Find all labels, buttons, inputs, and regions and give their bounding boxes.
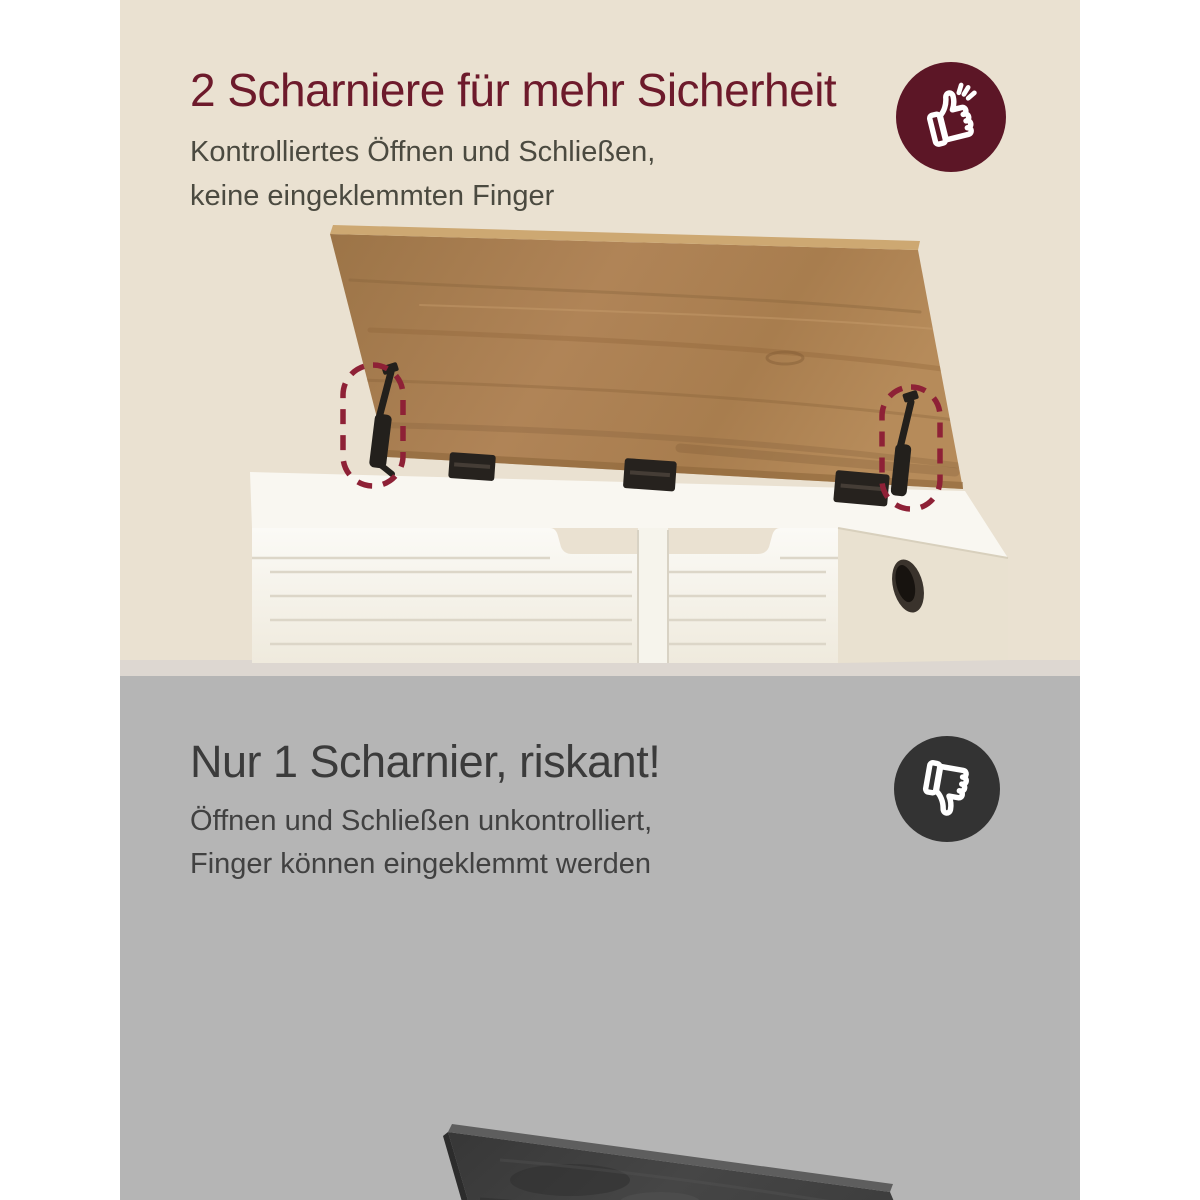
dark-lid: [443, 1124, 938, 1200]
sparkle-lines: [959, 85, 975, 98]
hinge: [623, 458, 677, 492]
bad-title: Nur 1 Scharnier, riskant!: [190, 736, 661, 787]
thumbs-down-icon: [908, 750, 986, 828]
thumbs-up-badge: [896, 62, 1006, 172]
white-chest: [250, 472, 1008, 663]
section-one-hinge: [120, 676, 1080, 1200]
white-chest-photo: [120, 220, 1080, 676]
good-subtitle: [190, 130, 655, 218]
good-title: 2 Scharniere für mehr Sicherheit: [190, 64, 837, 116]
bad-subtitle: [190, 800, 652, 886]
bad-subtitle-line2: Finger können eingeklemmt werden: [190, 848, 652, 880]
bad-subtitle-line1: Öffnen und Schließen unkontrolliert,: [190, 805, 653, 837]
hinge: [448, 452, 496, 481]
dark-chest-photo: [120, 900, 1080, 1200]
section-two-hinges: [120, 0, 1080, 676]
wooden-lid: [330, 225, 963, 489]
good-subtitle-line2: keine eingeklemmten Finger: [190, 180, 555, 212]
good-subtitle-line1: Kontrolliertes Öffnen und Schließen,: [190, 136, 656, 168]
center-stile: [638, 528, 668, 663]
thumbs-up-icon: [912, 78, 990, 156]
thumbs-down-badge: [894, 736, 1000, 842]
